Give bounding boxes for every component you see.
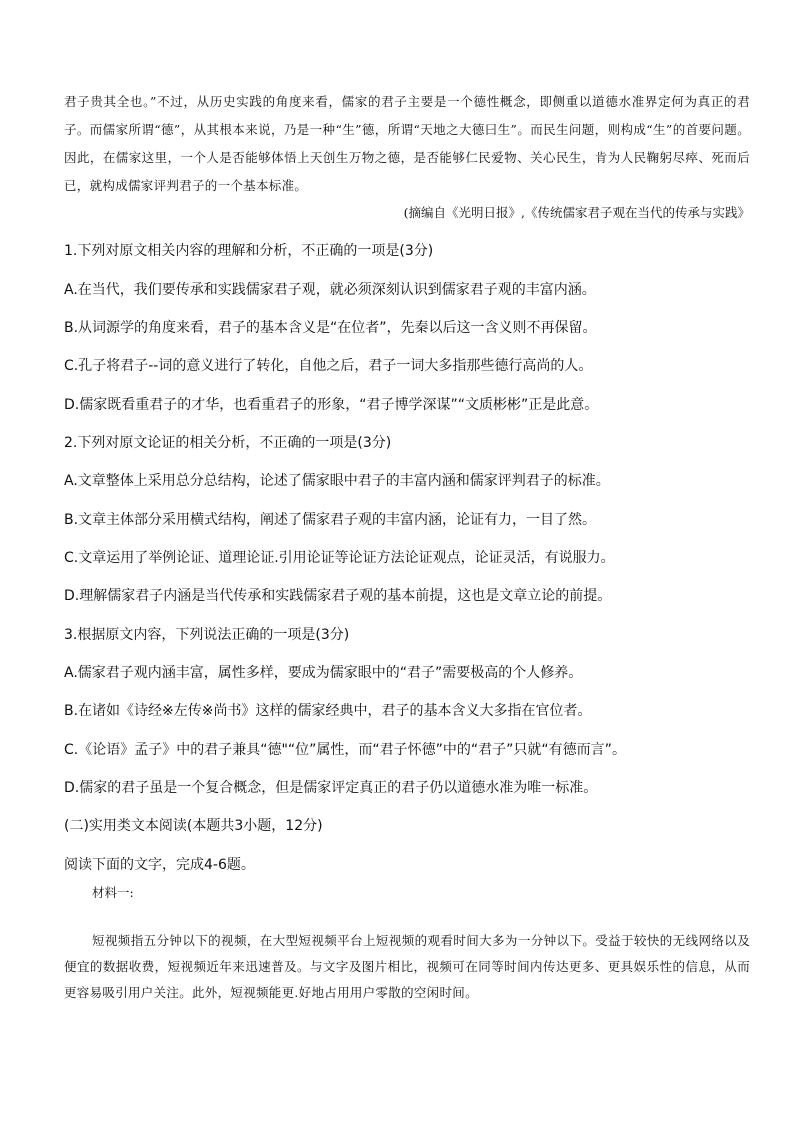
question-1-option-c: C.孔子将君子--词的意义进行了转化，自他之后，君子一词大多指那些德行高尚的人。 xyxy=(64,358,593,374)
question-1-option-a: A.在当代，我们要传承和实践儒家君子观，就必须深刻认识到儒家君子观的丰富内涵。 xyxy=(64,282,596,298)
question-2-option-d: D.理解儒家君子内涵是当代传承和实践儒家君子观的基本前提，这也是文章立论的前提。 xyxy=(64,588,612,604)
material-1-label: 材料一: xyxy=(92,885,134,900)
question-2-stem: 2.下列对原文论证的相关分析，不正确的一项是(3分) xyxy=(64,435,392,451)
question-3-option-b: B.在诸如《诗经※左传※尚书》这样的儒家经典中，君子的基本含义大多指在官位者。 xyxy=(64,703,592,719)
question-2-option-a: A.文章整体上采用总分总结构，论述了儒家眼中君子的丰富内涵和儒家评判君子的标准。 xyxy=(64,473,610,489)
question-1-option-b: B.从词源学的角度来看，君子的基本含义是“在位者”，先秦以后这一含义则不再保留。 xyxy=(64,320,597,336)
question-1-option-d: D.儒家既看重君子的才华，也看重君子的形象，“君子博学深谋”“文质彬彬”正是此意。 xyxy=(64,397,599,413)
section-2-instruction: 阅读下面的文字，完成4-6题。 xyxy=(64,857,255,873)
question-3-option-a: A.儒家君子观内涵丰富，属性多样，要成为儒家眼中的“君子”需要极高的个人修养。 xyxy=(64,665,583,681)
question-3-option-c: C.《论语》孟子》中的君子兼具“德"“位”属性，而“君子怀德”中的“君子”只就“有德而言”。 xyxy=(64,742,626,758)
material-1-text: 短视频指五分钟以下的视频，在大型短视频平台上短视频的观看时间大多为一分钟以下。受益于较快的无线网络以及便宜的数据收费，短视频近年来迅速普及。与文字及图片相比，视频可在同等时间内传达更多、更具娱乐性的信息，从而更容易吸引用户关注。此外，短视频能更.好地占用用户零散的空闲时间。 xyxy=(64,933,750,1000)
question-1-stem: 1.下列对原文相关内容的理解和分析，不正确的一项是(3分) xyxy=(64,243,434,259)
question-2-option-c: C.文章运用了举例论证、道理论证.引用论证等论证方法论证观点，论证灵活，有说服力。 xyxy=(64,550,615,566)
passage-continuation: 君子贵其全也。”不过，从历史实践的角度来看，儒家的君子主要是一个德性概念，即侧重以道德水准界定何为真正的君子。而儒家所谓“德”，从其根本来说，乃是一种“生”德，所谓“天地之大德曰生”。而民生问题，则构成“生”的首要问题。因此，在儒家这里，一个人是否能够体悟上天创生万物之德，是否能够仁民爱物、关心民生，肯为人民鞠躬尽瘁、死而后已，就构成儒家评判君子的一个基本标准。 xyxy=(64,94,750,193)
question-3-option-d: D.儒家的君子虽是一个复合概念，但是儒家评定真正的君子仍以道德水准为唯一标准。 xyxy=(64,780,598,796)
section-2-heading: (二)实用类文本阅读(本题共3小题，12分) xyxy=(64,818,323,834)
question-2-option-b: B.文章主体部分采用横式结构，阐述了儒家君子观的丰富内涵，论证有力，一目了然。 xyxy=(64,512,597,528)
question-3-stem: 3.根据原文内容，下列说法正确的一项是(3分) xyxy=(64,627,350,643)
passage-source: (摘编自《光明日报》,《传统儒家君子观在当代的传承与实践》 xyxy=(403,205,750,220)
